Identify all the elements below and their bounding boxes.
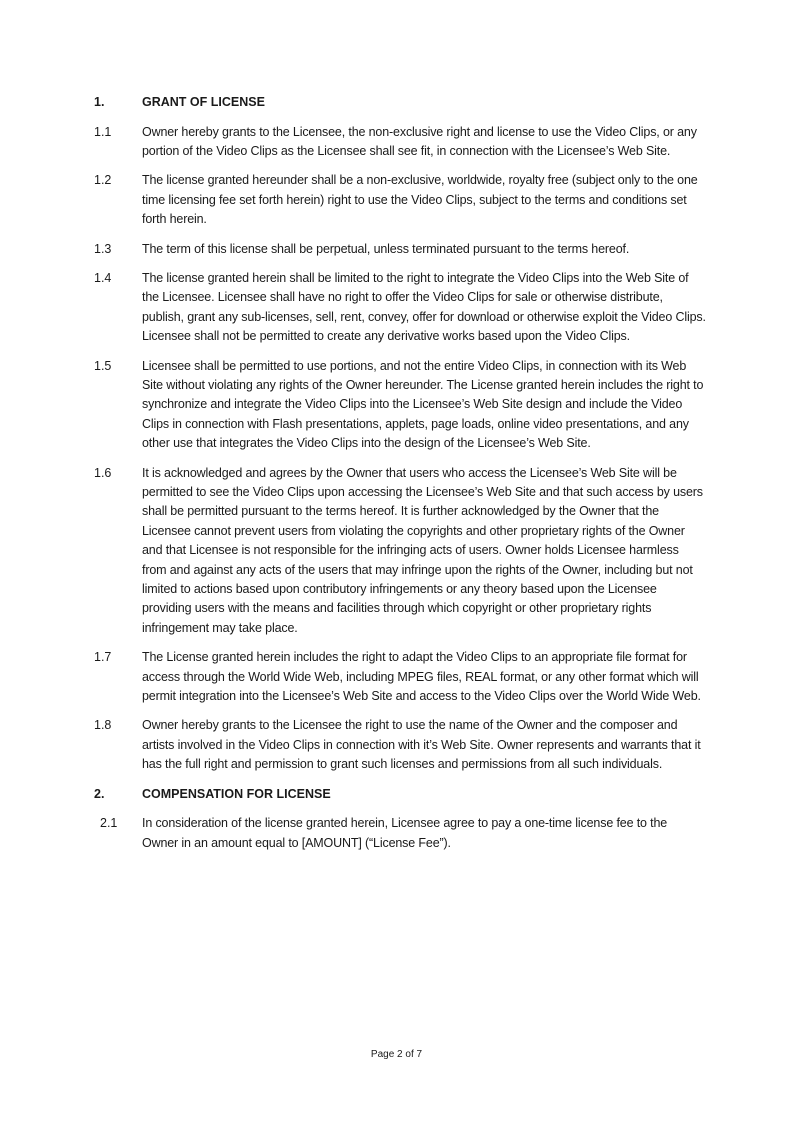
clause-number: 1.3 (94, 241, 112, 256)
clause-text: In consideration of the license granted herein, Licensee agree to pay a one-time license fee to the Owner in an amount equal to [AMOUNT] (“License Fee”). (142, 816, 668, 850)
clause-1-1 (94, 123, 706, 162)
section-title: COMPENSATION FOR LICENSE (142, 786, 331, 801)
document-body (94, 93, 706, 863)
clause-text: The license granted herein shall be limited to the right to integrate the Video Clips into the Web Site of the Licensee. Licensee shall have no right to offer the Video Clips for sale or otherwise distribute, publish, grant any sub-licenses, sell, rent, convey, offer for download or otherwise exploit the Video Clips. Licensee shall not be permitted to create any derivative works based upon the Video Clips. (142, 270, 706, 344)
clause-text: It is acknowledged and agrees by the Owner that users who access the Licensee’s Web Site will be permitted to see the Video Clips upon accessing the Licensee’s Web Site and that such access by users shall be permitted pursuant to the terms hereof. It is further acknowledged by the Owner that the Licensee cannot prevent users from violating the copyrights and other proprietary rights of the Owner and that Licensee is not responsible for the infringing acts of users. Owner holds Licensee harmless from and against any acts of the users that may infringe upon the rights of the Owner, including but not limited to actions based upon contributory infringements or any theory based upon the Licensee providing users with the means and facilities through which copyright or other proprietary rights infringement may take place. (142, 465, 703, 635)
page-footer (0, 1048, 793, 1062)
clause-number: 1.1 (94, 124, 112, 139)
clause-text: Licensee shall be permitted to use portions, and not the entire Video Clips, in connection with its Web Site without violating any rights of the Owner hereunder. The License granted herein includes the right to synchronize and integrate the Video Clips into the Licensee’s Web Site design and include the Video Clips in connection with Flash presentations, applets, page loads, online video presentations, and any other use that integrates the Video Clips into the design of the Licensee’s Web Site. (142, 358, 704, 451)
clause-text: The License granted herein includes the right to adapt the Video Clips to an appropriate file format for access through the World Wide Web, including MPEG files, REAL format, or any other format which will permit integration into the Licensee’s Web Site and access to the Video Clips over the World Wide Web. (142, 650, 701, 704)
clause-text: Owner hereby grants to the Licensee the right to use the name of the Owner and the composer and artists involved in the Video Clips in connection with it’s Web Site. Owner represents and warrants that it has the full right and permission to grant such licenses and permissions from all such individuals. (142, 718, 701, 772)
clause-text: The term of this license shall be perpetual, unless terminated pursuant to the terms hereof. (142, 241, 630, 256)
clause-number: 1.4 (94, 270, 112, 285)
clause-2-1 (94, 814, 706, 853)
clause-number: 1.2 (94, 173, 112, 188)
clause-number: 1.7 (94, 650, 112, 665)
clause-number: 1.8 (94, 718, 112, 733)
section-number: 1. (94, 95, 105, 109)
clause-text: Owner hereby grants to the Licensee, the non-exclusive right and license to use the Video Clips, or any portion of the Video Clips as the Licensee shall see fit, in connection with the Licensee’s Web Site. (142, 124, 697, 158)
clause-1-2 (94, 171, 706, 229)
section-heading-grant-of-license (94, 93, 706, 113)
clause-1-8 (94, 716, 706, 774)
clause-number: 1.5 (94, 358, 112, 373)
section-heading-compensation-for-license (94, 785, 706, 805)
clause-1-7 (94, 648, 706, 706)
clause-1-4 (94, 269, 706, 347)
clause-1-5 (94, 357, 706, 454)
clause-1-3 (94, 240, 706, 259)
section-number: 2. (94, 786, 105, 801)
section-title: GRANT OF LICENSE (142, 95, 265, 109)
clause-number: 1.6 (94, 465, 112, 480)
clause-1-6 (94, 464, 706, 639)
page-number-label: Page 2 of 7 (370, 1049, 423, 1060)
clause-text: The license granted hereunder shall be a non-exclusive, worldwide, royalty free (subject only to the one time licensing fee set forth herein) right to use the Video Clips, subject to the terms and conditions set forth herein. (142, 173, 698, 227)
clause-number: 2.1 (100, 816, 118, 831)
